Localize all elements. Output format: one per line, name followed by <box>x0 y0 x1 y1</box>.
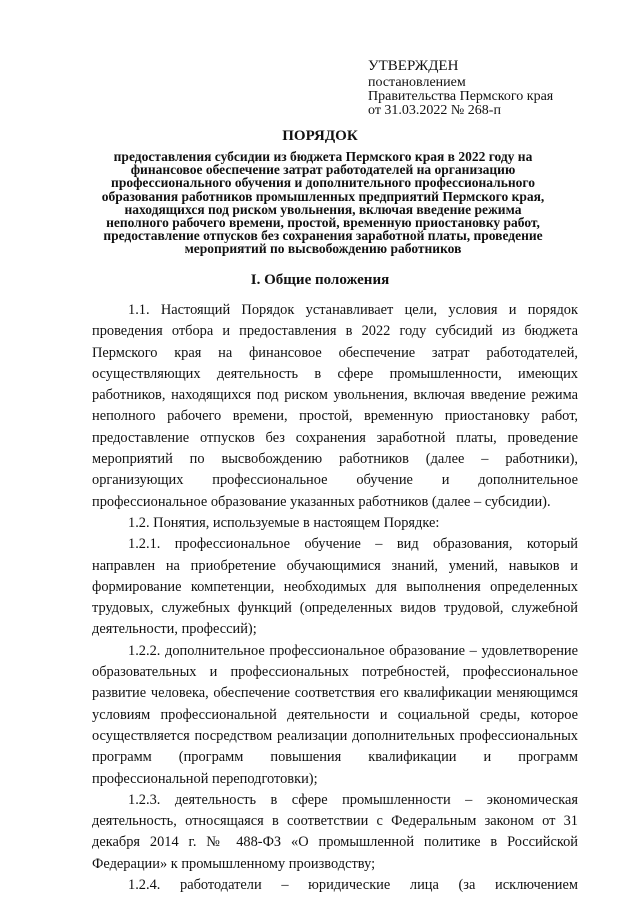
document-title: ПОРЯДОК <box>282 128 358 144</box>
document-subtitle: предоставления субсидии из бюджета Пермского края в 2022 году на финансовое обеспечение затрат работодателей на организацию профессионального обучения и дополнительного профессионального образования работников промышленных предприятий Пермского края, находящихся под риском увольнения, включая введение режима неполного рабочего времени, простой, временную приостановку работ, предоставление отпусков без сохранения заработной платы, проведение мероприятий по высвобождению работников <box>101 149 545 257</box>
paragraph-1-2: 1.2. Понятия, используемые в настоящем Порядке: <box>128 514 440 531</box>
approval-line-2: Правительства Пермского края <box>368 89 554 104</box>
paragraph-1-2-3: 1.2.3. деятельность в сфере промышленности – экономическая деятельность, относящаяся в соответствии с Федеральным законом от 31 декабря 2014 г. № 488-ФЗ «О промышленной политике в Российской Федерации» к промышленному производству; <box>92 791 578 872</box>
paragraph-1-2-1: 1.2.1. профессиональное обучение – вид образования, который направлен на приобретение обучающимися знаний, умений, навыков и формирование компетенции, необходимых для выполнения определенных трудовых, служебных функций (определенных видов трудовой, служебной деятельности, профессий); <box>92 536 578 638</box>
section-heading: I. Общие положения <box>250 272 390 288</box>
approval-heading: УТВЕРЖДЕН <box>368 58 459 74</box>
approval-line-3: от 31.03.2022 № 268-п <box>368 103 501 118</box>
approval-line-1: постановлением <box>368 75 466 90</box>
paragraph-1-1: 1.1. Настоящий Порядок устанавливает цели, условия и порядок проведения отбора и предоставления в 2022 году субсидий из бюджета Пермского края на финансовое обеспечение затрат работодателей, осуществляющих деятельность в сфере промышленности, имеющих работников, находящихся под риском увольнения, включая введение режима неполного рабочего времени, простой, временную приостановку работ, предоставление отпусков без сохранения заработной платы, проведение мероприятий по высвобождению работников (далее – работники), организующих профессиональное обучение и дополнительное профессиональное образование указанных работников (далее – субсидии). <box>92 302 578 510</box>
approval-stamp <box>368 58 553 118</box>
paragraph-1-2-4: 1.2.4. работодатели – юридические лица (за исключением <box>128 877 578 894</box>
document-body <box>92 300 578 896</box>
paragraph-1-2-2: 1.2.2. дополнительное профессиональное образование – удовлетворение образовательных и профессиональных потребностей, профессиональное развитие человека, обеспечение соответствия его квалификации меняющимся условиям профессиональной деятельности и социальной среды, которое осуществляется посредством реализации дополнительных профессиональных программ (программ повышения квалификации и программ профессиональной переподготовки); <box>92 642 578 787</box>
